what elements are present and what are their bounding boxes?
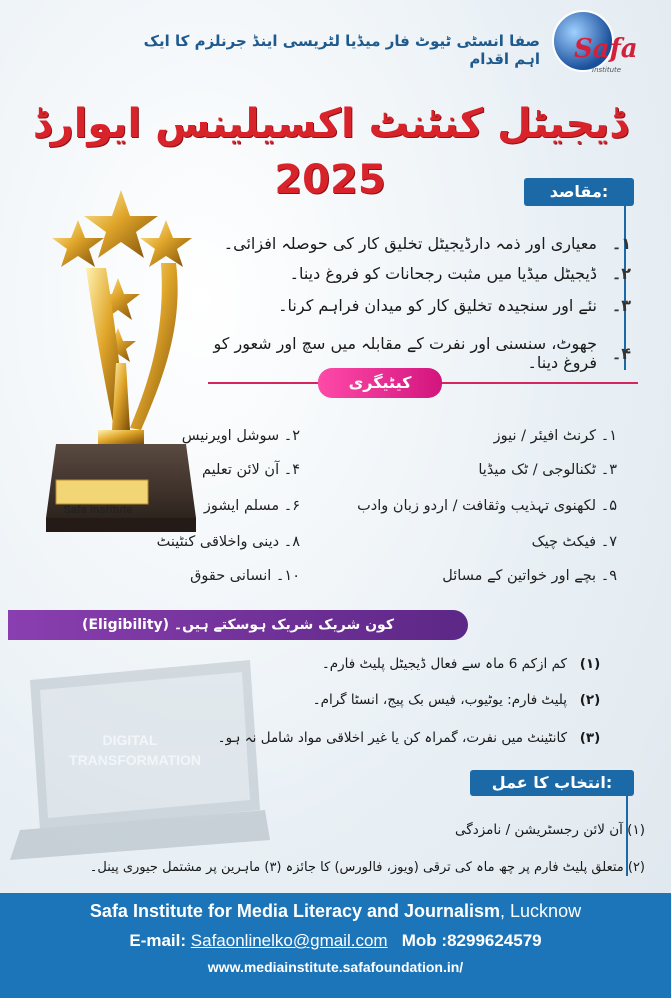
category-divider-left <box>208 382 320 384</box>
logo-subtext: Institute <box>592 66 622 74</box>
objective-number: ۱۔ <box>611 233 631 253</box>
category-item: ۸۔ دینی واخلاقی کنٹینٹ <box>156 534 300 550</box>
category-item: ۷۔ فیکٹ چیک <box>531 534 617 550</box>
objective-number: ۳۔ <box>611 295 631 315</box>
eligibility-text: کانٹینٹ میں نفرت، گمراہ کن یا غیر اخلاقی مواد شامل نہ ہو۔ <box>217 730 567 746</box>
institute-city: , Lucknow <box>500 901 582 921</box>
email-link[interactable]: Safaonlinelko@gmail.com <box>190 931 388 950</box>
eligibility-item <box>133 730 613 746</box>
category-item: ۹۔ بچے اور خواتین کے مسائل <box>442 568 617 584</box>
logo-text: Safa <box>574 34 638 64</box>
institute-name: Safa Institute for Media Literacy and Journalism <box>89 901 501 921</box>
website-link[interactable]: www.mediainstitute.safafoundation.in/ <box>207 959 464 975</box>
objective-number: ۲۔ <box>611 263 631 283</box>
laptop-text-1: DIGITAL <box>102 732 158 748</box>
email-label: E-mail: <box>129 931 187 950</box>
objective-text: نئے اور سنجیدہ تخلیق کار کو میدان فراہم کرنا۔ <box>278 295 597 315</box>
eligibility-item <box>133 656 613 672</box>
award-title-text: ڈیجیٹل کنٹنٹ اکسیلینس ایوارڈ <box>32 101 628 147</box>
eligibility-heading: کون شریک شریک ہوسکتے ہیں۔ (Eligibility) <box>8 610 468 640</box>
selection-heading: انتخاب کا عمل: <box>470 770 634 796</box>
objective-number: ۴۔ <box>611 343 631 363</box>
eligibility-text: پلیٹ فارم: یوٹیوب، فیس بک پیج، انسٹا گرام۔ <box>312 692 567 708</box>
objective-text: معیاری اور ذمہ دارڈیجیٹل تخلیق کار کی حوصلہ افزائی۔ <box>223 233 597 253</box>
laptop-text-2: TRANSFORMATION <box>69 752 201 768</box>
category-item: ۶۔ مسلم ایشوز <box>203 498 300 514</box>
category-item: ۳۔ ٹکنالوجی / ٹک میڈیا <box>478 462 617 478</box>
selection-item: (۱) آن لائن رجسٹریشن / نامزدگی <box>455 822 645 838</box>
objective-item <box>211 294 631 316</box>
org-tagline: صفا انسٹی ٹیوٹ فار میڈیا لٹریسی اینڈ جرنلزم کا ایک اہم اقدام <box>143 32 540 68</box>
footer-contact <box>0 931 671 951</box>
category-item: ۵۔ لکھنوی تہذیب وثقافت / اردو زبان وادب <box>357 498 617 514</box>
category-item: ۱۔ کرنٹ افیئر / نیوز <box>493 428 617 444</box>
eligibility-number: (۳) <box>579 730 601 746</box>
category-divider-right <box>442 382 638 384</box>
objective-text: جھوٹ، سنسنی اور نفرت کے مقابلہ میں سچ اور شعور کو فروغ دینا۔ <box>213 334 597 372</box>
award-year: 2025 <box>274 157 386 203</box>
category-heading: کیٹیگری <box>318 368 442 398</box>
category-item: ۱۰۔ انسانی حقوق <box>190 568 300 584</box>
laptop-background-image <box>10 640 270 870</box>
category-item: ۴۔ آن لائن تعلیم <box>202 462 300 478</box>
eligibility-text: کم ازکم 6 ماہ سے فعال ڈیجیٹل پلیٹ فارم۔ <box>321 656 567 672</box>
mob-label: Mob : <box>401 931 448 950</box>
objective-item <box>211 262 631 284</box>
safa-logo <box>552 10 638 80</box>
eligibility-number: (۲) <box>579 692 601 708</box>
trophy-image <box>26 168 216 548</box>
footer-institute <box>0 901 671 922</box>
footer <box>0 893 671 998</box>
objective-item <box>211 334 631 372</box>
trophy-plate-label: Safa Institute <box>63 504 133 516</box>
mob-number: 8299624579 <box>447 931 542 950</box>
objective-text: ڈیجیٹل میڈیا میں مثبت رجحانات کو فروغ دینا۔ <box>289 263 597 283</box>
category-item: ۲۔ سوشل اویرنیس <box>181 428 300 444</box>
objectives-heading: مقاصد: <box>524 178 634 206</box>
eligibility-number: (۱) <box>579 656 601 672</box>
selection-item: (۲) متعلق پلیٹ فارم پر چھ ماہ کی ترقی (ویوز، فالورس) کا جائزہ (۳) ماہرین پر مشتمل جیوری پینل۔ <box>89 860 645 875</box>
objective-item <box>211 232 631 254</box>
eligibility-item <box>133 692 613 708</box>
